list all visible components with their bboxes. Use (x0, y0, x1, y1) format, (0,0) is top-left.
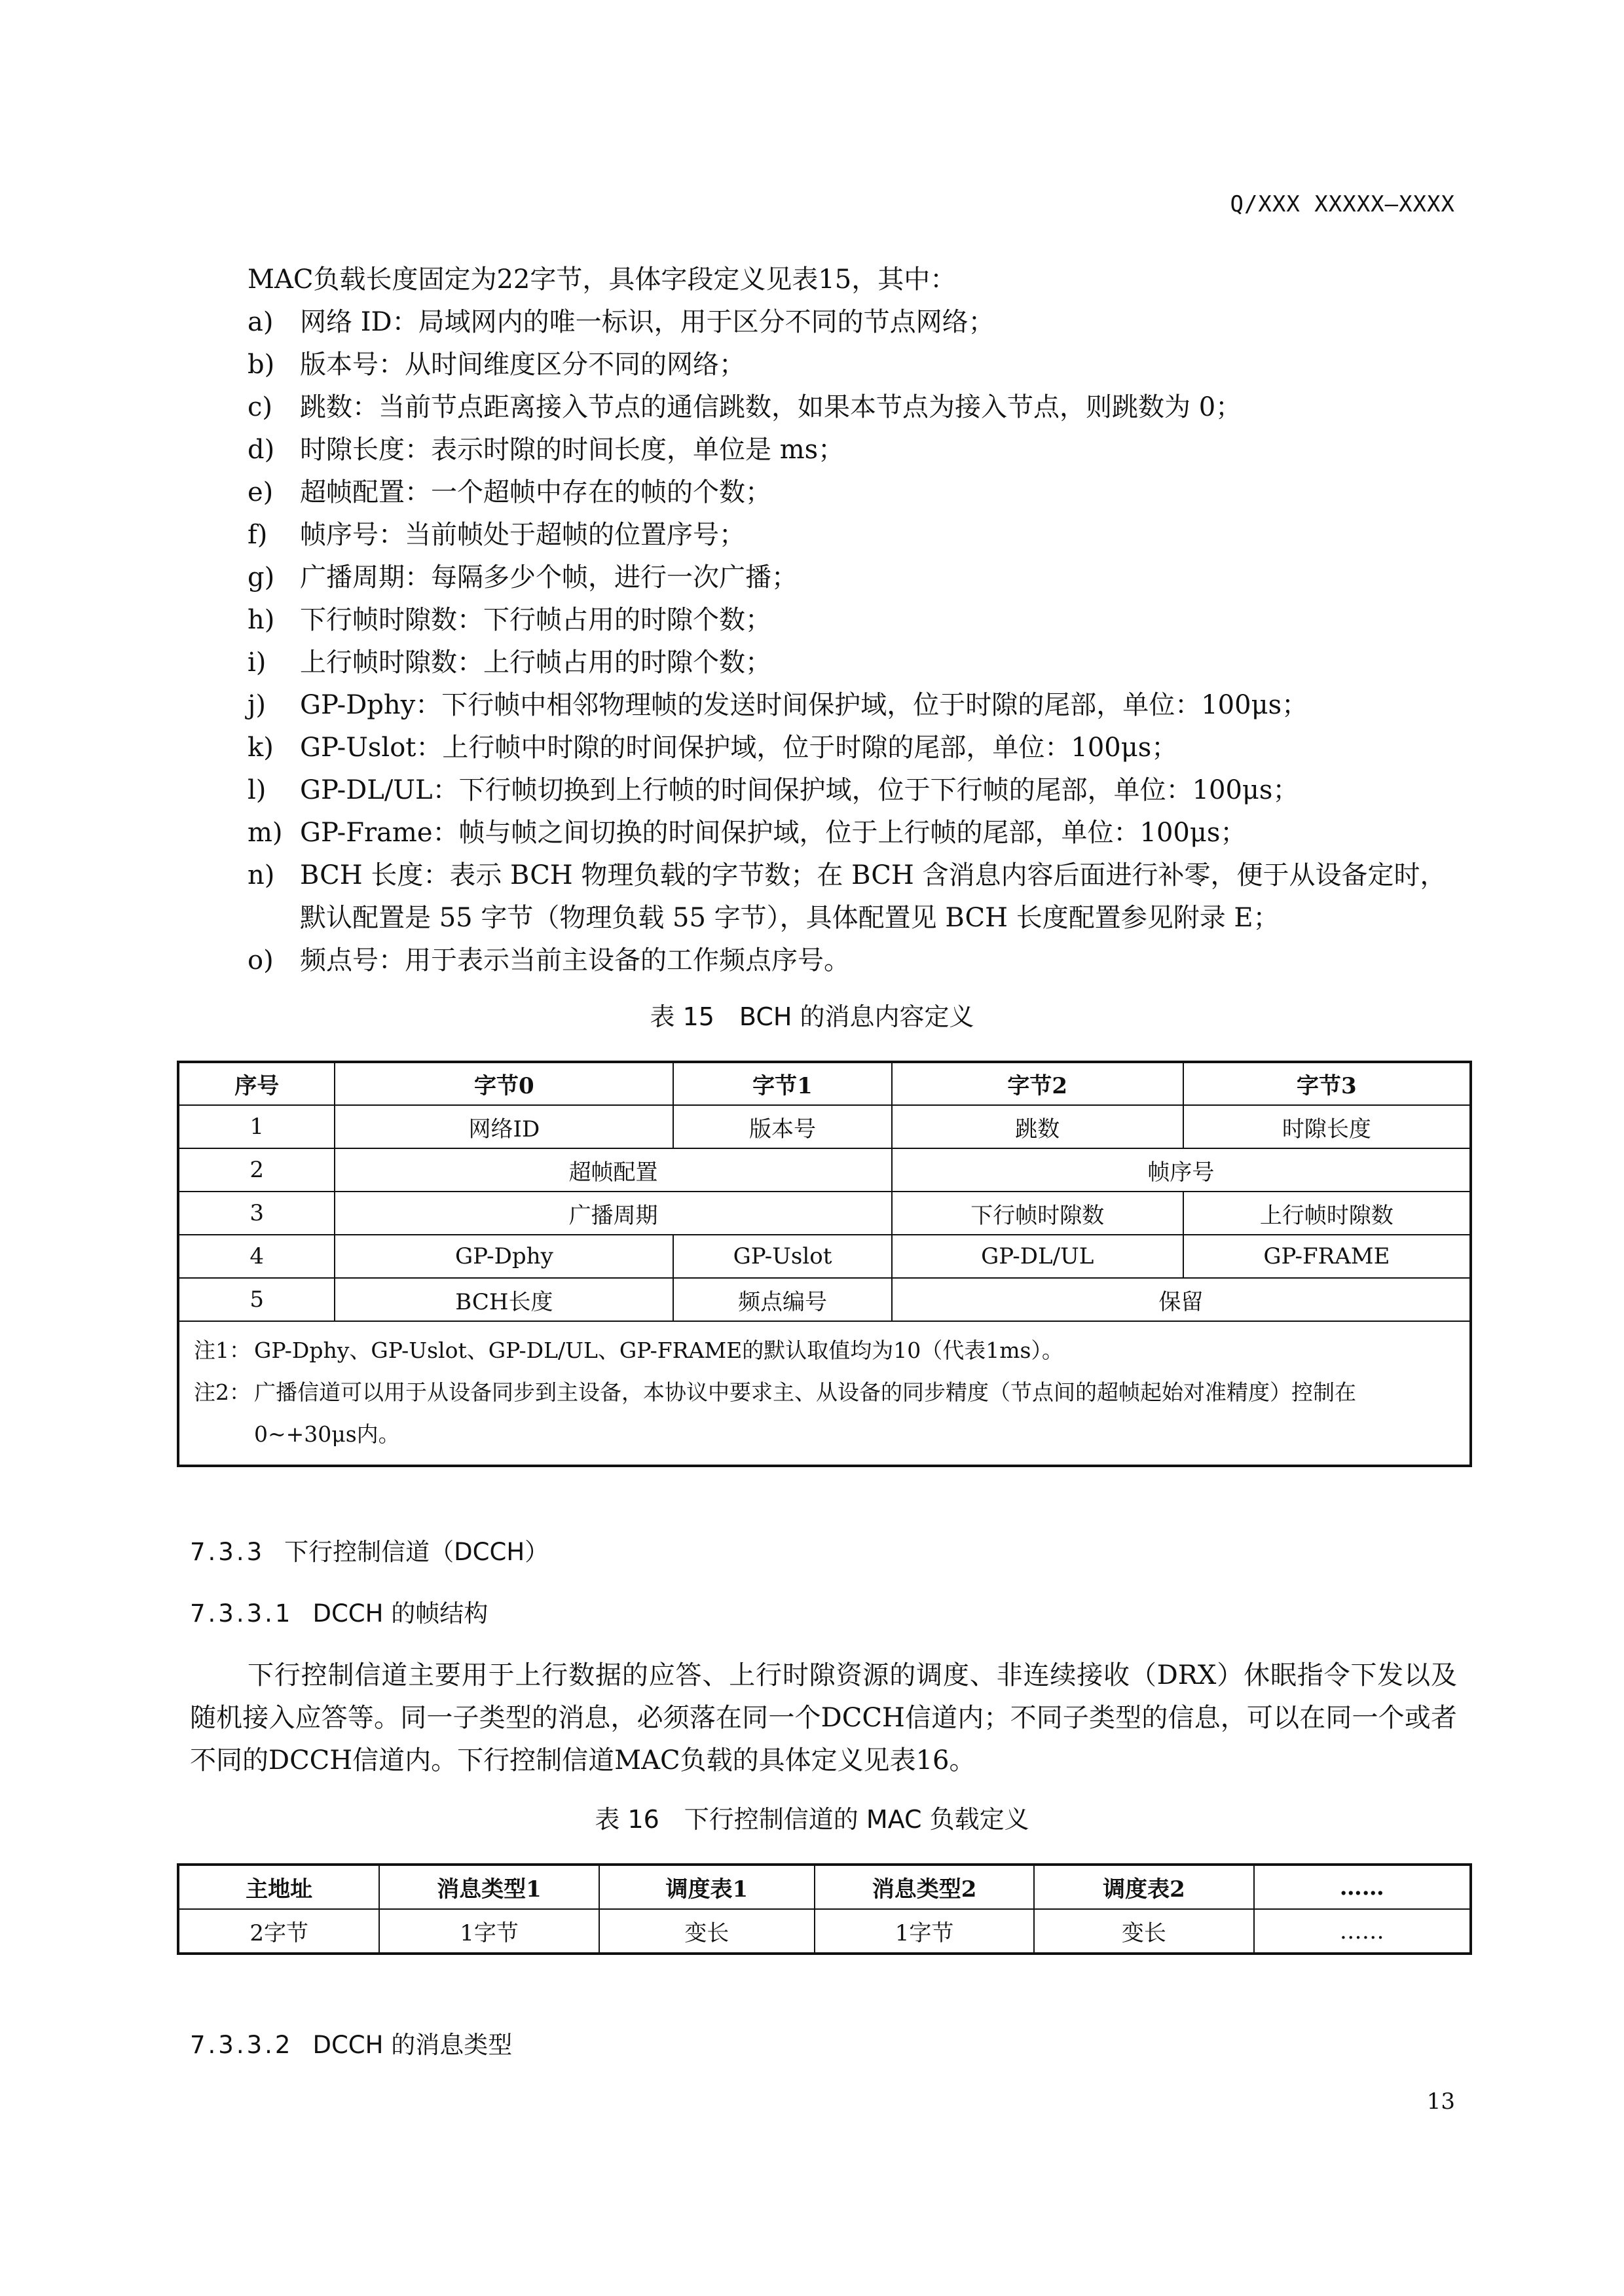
table-15-caption: 表 15 BCH 的消息内容定义 (650, 1002, 974, 1031)
intro-text: MAC负载长度固定为22字节，具体字段定义见表15，其中： (248, 264, 957, 295)
table-cell: …… (1254, 1909, 1471, 1954)
list-text: 版本号：从时间维度区分不同的网络； (300, 350, 745, 380)
table-row (178, 1105, 1471, 1148)
table-cell: GP-FRAME (1183, 1235, 1471, 1278)
table-notes-row (178, 1321, 1471, 1466)
document-code: Q/XXX XXXXX—XXXX (1230, 191, 1455, 217)
list-item (248, 769, 1472, 812)
header-cell: 调度表1 (599, 1865, 815, 1909)
list-text: GP-Uslot：上行帧中时隙的时间保护域，位于时隙的尾部，单位：100μs； (300, 733, 1178, 763)
list-item (248, 556, 1472, 599)
field-definition-list (248, 301, 1472, 982)
list-item (248, 386, 1472, 429)
note-label: 注2： (194, 1379, 251, 1405)
table-row (178, 1278, 1471, 1321)
header-cell: 字节0 (335, 1062, 673, 1105)
table-cell: 时隙长度 (1183, 1105, 1471, 1148)
list-marker: c) (248, 392, 273, 422)
section-heading-7-3-3-1 (190, 1594, 488, 1629)
list-item (248, 599, 1472, 642)
section-heading-7-3-3 (190, 1532, 549, 1567)
list-item (248, 471, 1472, 514)
list-item (248, 812, 1472, 854)
table-cell: 4 (178, 1235, 335, 1278)
header-cell: 序号 (178, 1062, 335, 1105)
list-marker: g) (248, 562, 275, 592)
list-item (248, 344, 1472, 386)
header-cell: 消息类型2 (815, 1865, 1034, 1909)
list-marker: n) (248, 860, 275, 890)
table-notes (178, 1321, 1471, 1466)
list-text: 跳数：当前节点距离接入节点的通信跳数，如果本节点为接入节点，则跳数为 0； (300, 392, 1242, 422)
list-item (248, 429, 1472, 471)
table-header-row (178, 1865, 1471, 1909)
header-cell: 消息类型1 (379, 1865, 599, 1909)
table-note (194, 1330, 1455, 1372)
table-row (178, 1909, 1471, 1954)
table-cell: 1字节 (815, 1909, 1034, 1954)
table-cell: 1 (178, 1105, 335, 1148)
table-cell: 保留 (892, 1278, 1471, 1321)
list-text: 超帧配置：一个超帧中存在的帧的个数； (300, 477, 771, 507)
list-marker: a) (248, 307, 274, 337)
table-row (178, 1192, 1471, 1235)
table-row (178, 1235, 1471, 1278)
list-text: 时隙长度：表示时隙的时间长度，单位是 ms； (300, 435, 845, 465)
list-marker: b) (248, 350, 275, 380)
header-cell: 主地址 (178, 1865, 379, 1909)
table-header-row (178, 1062, 1471, 1105)
table-cell: GP-Dphy (335, 1235, 673, 1278)
list-text: BCH 长度：表示 BCH 物理负载的字节数；在 BCH 含消息内容后面进行补零，便于从设备定时，默认配置是 55 字节（物理负载 55 字节），具体配置见 BCH 长度配置参见附录 E； (300, 860, 1447, 933)
list-marker: o) (248, 945, 274, 975)
table-cell: 帧序号 (892, 1148, 1471, 1192)
table-note (194, 1372, 1455, 1455)
list-item (248, 301, 1472, 344)
section-number: 7.3.3.2 (190, 2031, 293, 2059)
table-cell: 超帧配置 (335, 1148, 891, 1192)
list-marker: e) (248, 477, 274, 507)
note-label: 注1： (194, 1338, 251, 1363)
list-marker: j) (248, 690, 267, 720)
table-cell: GP-DL/UL (892, 1235, 1183, 1278)
section-number: 7.3.3 (190, 1538, 265, 1566)
table-cell: GP-Uslot (673, 1235, 891, 1278)
table-cell: 变长 (599, 1909, 815, 1954)
bch-message-table (177, 1061, 1472, 1467)
table-cell: 下行帧时隙数 (892, 1192, 1183, 1235)
header-cell: 字节2 (892, 1062, 1183, 1105)
table-cell: 频点编号 (673, 1278, 891, 1321)
list-text: 上行帧时隙数：上行帧占用的时隙个数； (300, 647, 771, 678)
header-cell: 调度表2 (1034, 1865, 1253, 1909)
section-number: 7.3.3.1 (190, 1599, 293, 1628)
header-cell: 字节3 (1183, 1062, 1471, 1105)
table-cell: BCH长度 (335, 1278, 673, 1321)
dcch-paragraph: 下行控制信道主要用于上行数据的应答、上行时隙资源的调度、非连续接收（DRX）休眠指令下发以及随机接入应答等。同一子类型的消息，必须落在同一个DCCH信道内；不同子类型的信息，可以在同一个或者不同的DCCH信道内。下行控制信道MAC负载的具体定义见表16。 (190, 1660, 1457, 1776)
list-marker: k) (248, 733, 274, 763)
list-text: 帧序号：当前帧处于超帧的位置序号； (300, 520, 745, 550)
list-marker: f) (248, 520, 268, 550)
table-row (178, 1148, 1471, 1192)
list-marker: h) (248, 605, 275, 635)
table-cell: 广播周期 (335, 1192, 891, 1235)
note-text: GP-Dphy、GP-Uslot、GP-DL/UL、GP-FRAME的默认取值均为10（代表1ms）。 (254, 1338, 1063, 1363)
table-cell: 跳数 (892, 1105, 1183, 1148)
table-cell: 2字节 (178, 1909, 379, 1954)
list-marker: d) (248, 435, 275, 465)
list-item (248, 854, 1472, 939)
table-cell: 3 (178, 1192, 335, 1235)
list-item (248, 939, 1472, 982)
list-text: GP-Frame：帧与帧之间切换的时间保护域，位于上行帧的尾部，单位：100μs； (300, 818, 1247, 848)
list-item (248, 684, 1472, 727)
page-number: 13 (1426, 2088, 1455, 2115)
table-cell: 1字节 (379, 1909, 599, 1954)
list-item (248, 514, 1472, 556)
list-marker: m) (248, 818, 283, 848)
table-cell: 变长 (1034, 1909, 1253, 1954)
dcch-payload-table (177, 1863, 1472, 1955)
section-heading-7-3-3-2 (190, 2025, 512, 2060)
section-title: DCCH 的消息类型 (312, 2031, 513, 2059)
header-cell: …… (1254, 1865, 1471, 1909)
table-cell: 版本号 (673, 1105, 891, 1148)
note-text: 广播信道可以用于从设备同步到主设备，本协议中要求主、从设备的同步精度（节点间的超帧起始对准精度）控制在0~+30μs内。 (254, 1379, 1356, 1447)
list-marker: l) (248, 775, 267, 805)
list-text: 网络 ID：局域网内的唯一标识，用于区分不同的节点网络； (300, 307, 995, 337)
list-text: GP-Dphy：下行帧中相邻物理帧的发送时间保护域，位于时隙的尾部，单位：100μs； (300, 690, 1308, 720)
list-item (248, 727, 1472, 769)
list-text: 频点号：用于表示当前主设备的工作频点序号。 (300, 945, 850, 975)
table-cell: 5 (178, 1278, 335, 1321)
header-cell: 字节1 (673, 1062, 891, 1105)
table-cell: 2 (178, 1148, 335, 1192)
section-title: DCCH 的帧结构 (312, 1599, 489, 1628)
table-cell: 网络ID (335, 1105, 673, 1148)
list-text: GP-DL/UL：下行帧切换到上行帧的时间保护域，位于下行帧的尾部，单位：100μs； (300, 775, 1299, 805)
list-marker: i) (248, 647, 267, 678)
list-item (248, 642, 1472, 684)
list-text: 下行帧时隙数：下行帧占用的时隙个数； (300, 605, 771, 635)
table-16-caption: 表 16 下行控制信道的 MAC 负载定义 (595, 1805, 1029, 1834)
table-cell: 上行帧时隙数 (1183, 1192, 1471, 1235)
list-text: 广播周期：每隔多少个帧，进行一次广播； (300, 562, 798, 592)
section-title: 下行控制信道（DCCH） (284, 1538, 549, 1566)
